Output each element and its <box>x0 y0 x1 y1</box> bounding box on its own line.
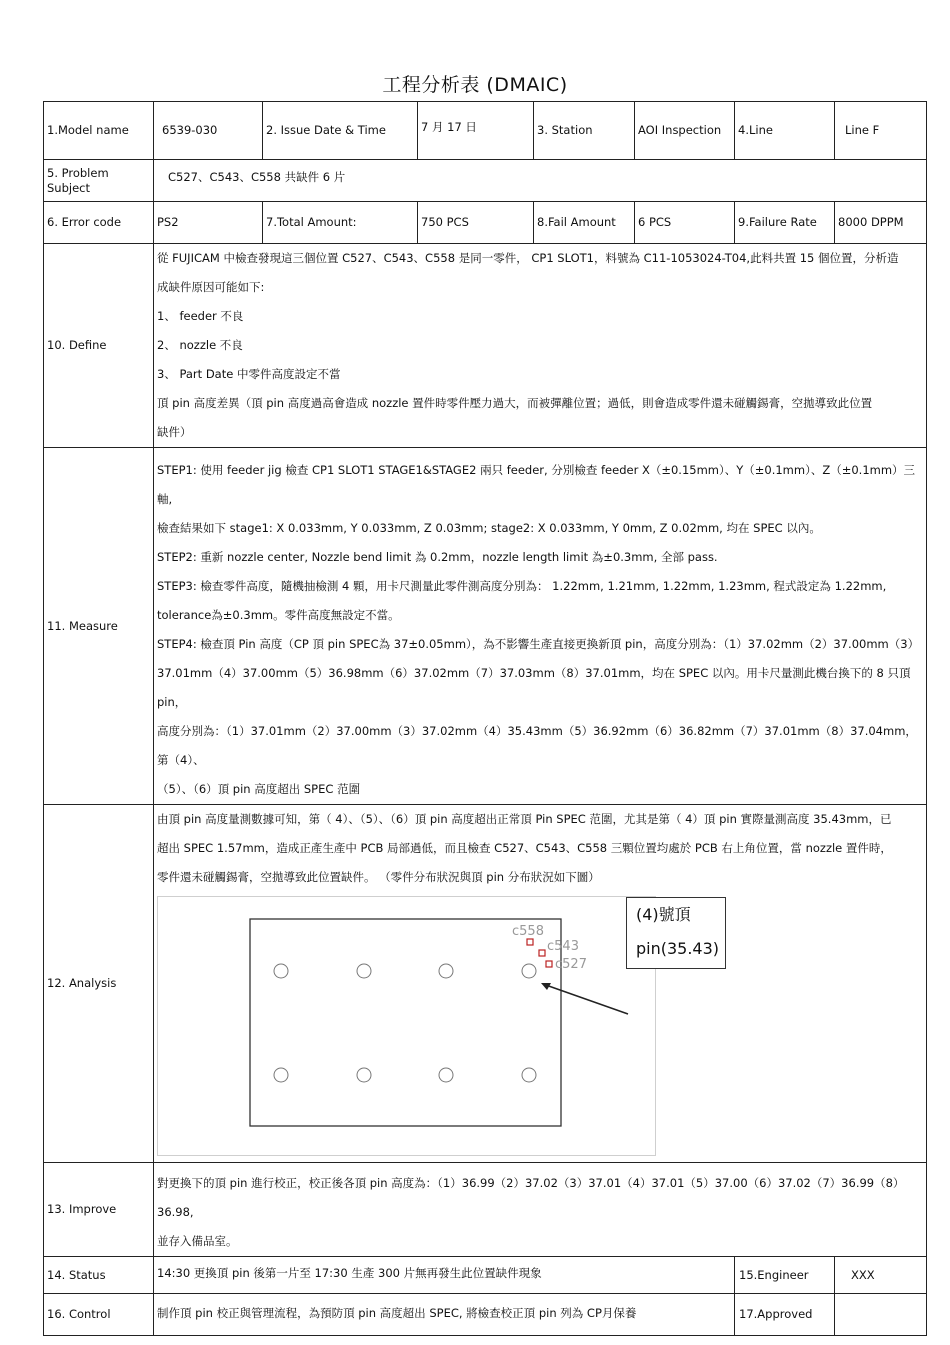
line-value: Line F <box>835 102 927 160</box>
measure-line: 37.01mm（4）37.00mm（5）36.98mm（6）37.02mm（7）37.03mm（8）37.01mm，均在 SPEC 以內。用卡尺量測此機台換下的 8 只頂 pin， <box>157 666 911 709</box>
measure-line: 檢查結果如下 stage1: X 0.033mm, Y 0.033mm, Z 0.03mm; stage2: X 0.033mm, Y 0mm, Z 0.02mm, 均在 SPEC 以內。 <box>157 521 821 535</box>
define-line: 頂 pin 高度差異（頂 pin 高度過高會造成 nozzle 置件時零件壓力過大，而被彈離位置；過低，則會造成零件還未碰觸錫膏，空拋導致此位置 <box>157 396 873 410</box>
station-label: 3. Station <box>534 102 635 160</box>
callout-line-1: (4)號頂 <box>636 905 691 924</box>
pcb-diagram <box>157 896 656 1156</box>
issue-value: 7 月 17 日 <box>418 102 534 160</box>
analysis-line: 零件還未碰觸錫膏，空拋導致此位置缺件。 （零件分布狀況與頂 pin 分布狀況如下圖） <box>157 870 600 884</box>
model-label: 1.Model name <box>44 102 154 160</box>
callout-line-2: pin(35.43) <box>636 939 720 958</box>
total-label: 7.Total Amount: <box>263 202 418 244</box>
define-line: 從 FUJICAM 中檢查發現這三個位置 C527、C543、C558 是同一零件， CP1 SLOT1，料號為 C11-1053024-T04,此料共置 15 個位置，分析造 <box>157 251 899 265</box>
measure-line: STEP1: 使用 feeder jig 檢查 CP1 SLOT1 STAGE1&STAGE2 兩只 feeder, 分別檢查 feeder X（±0.15mm）、Y（±0.1mm）、Z（±0.1mm）三軸, <box>157 463 916 506</box>
row-problem <box>44 160 927 202</box>
label-c527: c527 <box>555 957 587 972</box>
row-measure <box>44 448 927 805</box>
measure-line: 高度分別為：（1）37.01mm（2）37.00mm（3）37.02mm（4）35.43mm（5）36.92mm（6）36.82mm（7）37.01mm（8）37.04mm，第（4）、 <box>157 724 917 767</box>
define-line: 1、 feeder 不良 <box>157 309 244 323</box>
error-label: 6. Error code <box>44 202 154 244</box>
row-improve <box>44 1163 927 1257</box>
error-value: PS2 <box>154 202 263 244</box>
measure-line: tolerance為±0.3mm。零件高度無設定不當。 <box>157 608 400 622</box>
rate-label: 9.Failure Rate <box>735 202 835 244</box>
dmaic-table <box>43 101 927 1336</box>
control-label: 16. Control <box>44 1294 154 1336</box>
fail-value: 6 PCS <box>635 202 735 244</box>
approved-value <box>835 1294 927 1336</box>
measure-line: STEP3: 檢查零件高度，隨機抽檢測 4 顆，用卡尺測量此零件測高度分別為： 1.22mm, 1.21mm, 1.22mm, 1.23mm, 程式設定為 1.22mm, <box>157 579 887 593</box>
measure-label: 11. Measure <box>44 448 154 805</box>
model-value: 6539-030 <box>154 102 263 160</box>
define-line: 成缺件原因可能如下: <box>157 280 265 294</box>
define-text <box>154 244 927 448</box>
status-label: 14. Status <box>44 1257 154 1294</box>
row-control <box>44 1294 927 1336</box>
row-analysis <box>44 805 927 1163</box>
label-c543: c543 <box>547 939 579 954</box>
measure-line: （5）、（6）頂 pin 高度超出 SPEC 范圍 <box>157 782 361 796</box>
control-value: 制作頂 pin 校正與管理流程，為預防頂 pin 高度超出 SPEC, 將檢查校正頂 pin 列為 CP月保養 <box>154 1294 735 1336</box>
row-model <box>44 102 927 160</box>
improve-text <box>154 1163 927 1257</box>
analysis-text <box>154 805 927 1163</box>
improve-label: 13. Improve <box>44 1163 154 1257</box>
engineer-value: XXX <box>835 1257 927 1294</box>
problem-value: C527、C543、C558 共缺件 6 片 <box>154 160 927 202</box>
page-title: 工程分析表 (DMAIC) <box>382 74 568 96</box>
measure-line: STEP4: 檢查頂 Pin 高度（CP 頂 pin SPEC為 37±0.05mm），為不影響生產直接更換新頂 pin，高度分別為：（1）37.02mm（2）37.00mm（3） <box>157 637 920 651</box>
label-c558: c558 <box>512 924 544 939</box>
status-value: 14:30 更換頂 pin 後第一片至 17:30 生產 300 片無再發生此位置缺件現象 <box>154 1257 735 1294</box>
row-status <box>44 1257 927 1294</box>
define-label: 10. Define <box>44 244 154 448</box>
problem-label: 5. Problem Subject <box>44 160 154 202</box>
line-label: 4.Line <box>735 102 835 160</box>
pcb-diagram-svg <box>158 897 655 1155</box>
row-error <box>44 202 927 244</box>
define-line: 2、 nozzle 不良 <box>157 338 243 352</box>
measure-text <box>154 448 927 805</box>
issue-label: 2. Issue Date & Time <box>263 102 418 160</box>
approved-label: 17.Approved <box>735 1294 835 1336</box>
callout-box <box>626 897 726 969</box>
fail-label: 8.Fail Amount <box>534 202 635 244</box>
pcb-outline <box>250 919 561 1126</box>
improve-line: 並存入備品室。 <box>157 1234 238 1248</box>
station-value: AOI Inspection <box>635 102 735 160</box>
analysis-line: 超出 SPEC 1.57mm，造成正產生產中 PCB 局部過低，而且檢查 C527、C543、C558 三顆位置均處於 PCB 右上角位置，當 nozzle 置件時， <box>157 841 892 855</box>
define-line: 3、 Part Date 中零件高度設定不當 <box>157 367 341 381</box>
rate-value: 8000 DPPM <box>835 202 927 244</box>
total-value: 750 PCS <box>418 202 534 244</box>
engineer-label: 15.Engineer <box>735 1257 835 1294</box>
row-define <box>44 244 927 448</box>
measure-line: STEP2: 重新 nozzle center, Nozzle bend limit 為 0.2mm，nozzle length limit 為±0.3mm, 全部 pass. <box>157 550 718 564</box>
improve-line: 對更換下的頂 pin 進行校正，校正後各頂 pin 高度為：（1）36.99（2）37.02（3）37.01（4）37.01（5）37.00（6）37.02（7）36.99（8）36.98, <box>157 1176 905 1219</box>
define-line: 缺件） <box>157 425 192 439</box>
analysis-line: 由頂 pin 高度量測數據可知，第（ 4）、（5）、（6）頂 pin 高度超出正常頂 Pin SPEC 范圍，尤其是第（ 4）頂 pin 實際量測高度 35.43mm，已 <box>157 812 892 826</box>
analysis-label: 12. Analysis <box>44 805 154 1163</box>
